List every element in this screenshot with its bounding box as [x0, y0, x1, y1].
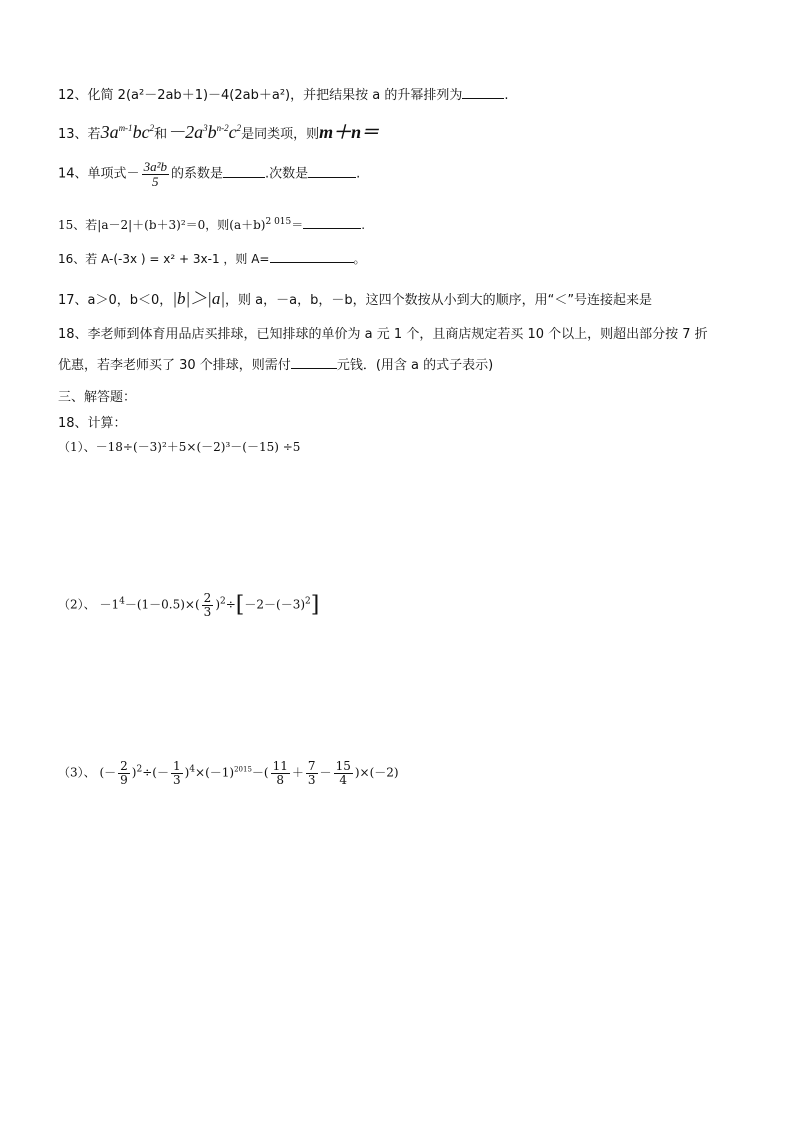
- question-15: 15、若|a－2|＋(b＋3)²＝0，则$(a+b)^{2 015}=$ .: [58, 217, 366, 232]
- question-number: 14、: [58, 166, 88, 182]
- problem-3: （3）、 (－ $\frac{2}{9}$ )$^2$÷(－ $\frac{1}{3}$ )$^4\times(-1)^{2015}-$( $\frac{11}{8}$ ＋ $\frac{7}{3}$ － $\frac{15}{4}$ )×(－2): [58, 759, 399, 787]
- answer-blank: [303, 216, 361, 229]
- term-2: $-2a^3b^{n-2}c^2$: [167, 122, 242, 142]
- answer-blank: [291, 356, 337, 369]
- question-18-line1: 18、李老师到体育用品店买排球，已知排球的单价为 a 元 1 个，且商店规定若买 10 个以上，则超出部分按 7 折: [58, 327, 708, 342]
- answer-blank: [223, 165, 265, 178]
- abs-inequality: |b|＞|a|: [172, 289, 226, 308]
- fraction: $\frac{\text{3a²b}}{5}$: [143, 159, 167, 189]
- question-13: 13、若$3a^{m-1}bc^2$和$-2a^3b^{n-2}c^2$是同类项，则m＋n＝: [58, 122, 380, 142]
- question-number: 15、: [58, 218, 86, 232]
- question-number: 18、: [58, 327, 88, 342]
- problem-1: [58, 438, 300, 455]
- problem-expression: －18÷(－3)²＋5×(－2)³－(－15) ÷5: [95, 440, 301, 454]
- question-text: 化简 2(a²－2ab＋1)－4(2ab＋a²)，并把结果按 a 的升幂排列为: [87, 88, 463, 103]
- m-plus-n: m＋n＝: [319, 122, 380, 142]
- problem-label: （1）、: [58, 440, 96, 454]
- problem-label: （2）、: [58, 597, 96, 612]
- answer-blank: [270, 250, 354, 263]
- question-14: 14、单项式－ $\frac{\text{3a²b}}{5}$ 的系数是 .次数是 .: [58, 159, 361, 189]
- section-title: 三、解答题：: [58, 390, 137, 405]
- question-number: 16、: [58, 252, 86, 266]
- question-17: 17、a＞0，b＜0，|b|＞|a|，则 a，－a，b，－b，这四个数按从小到大的顺序，用“＜”号连接起来是: [58, 289, 653, 308]
- answer-blank: [462, 86, 504, 99]
- question-number: 13、: [58, 127, 88, 142]
- question-number: 12、: [58, 88, 88, 103]
- question-18-line2: 优惠，若李老师买了 30 个排球，则需付 元钱．(用含 a 的式子表示): [58, 358, 494, 373]
- question-number: 17、: [58, 293, 88, 308]
- problem-label: （3）、: [58, 765, 96, 780]
- problem-2: （2）、 $-1^4-(1-0.5)\times$( $\frac{2}{3}$ )$^2\div[-2-(-3)^2]$: [58, 591, 320, 619]
- term-1: $3a^{m-1}bc^2$: [100, 122, 155, 142]
- question-16: 16、若 A-(-3x ) = x² + 3x-1 ，则 A= 。: [58, 252, 366, 266]
- calc-heading: 18、计算：: [58, 416, 127, 431]
- question-12: 12、化简 2(a²－2ab＋1)－4(2ab＋a²)，并把结果按 a 的升幂排列为 .: [58, 88, 509, 103]
- answer-blank: [308, 165, 356, 178]
